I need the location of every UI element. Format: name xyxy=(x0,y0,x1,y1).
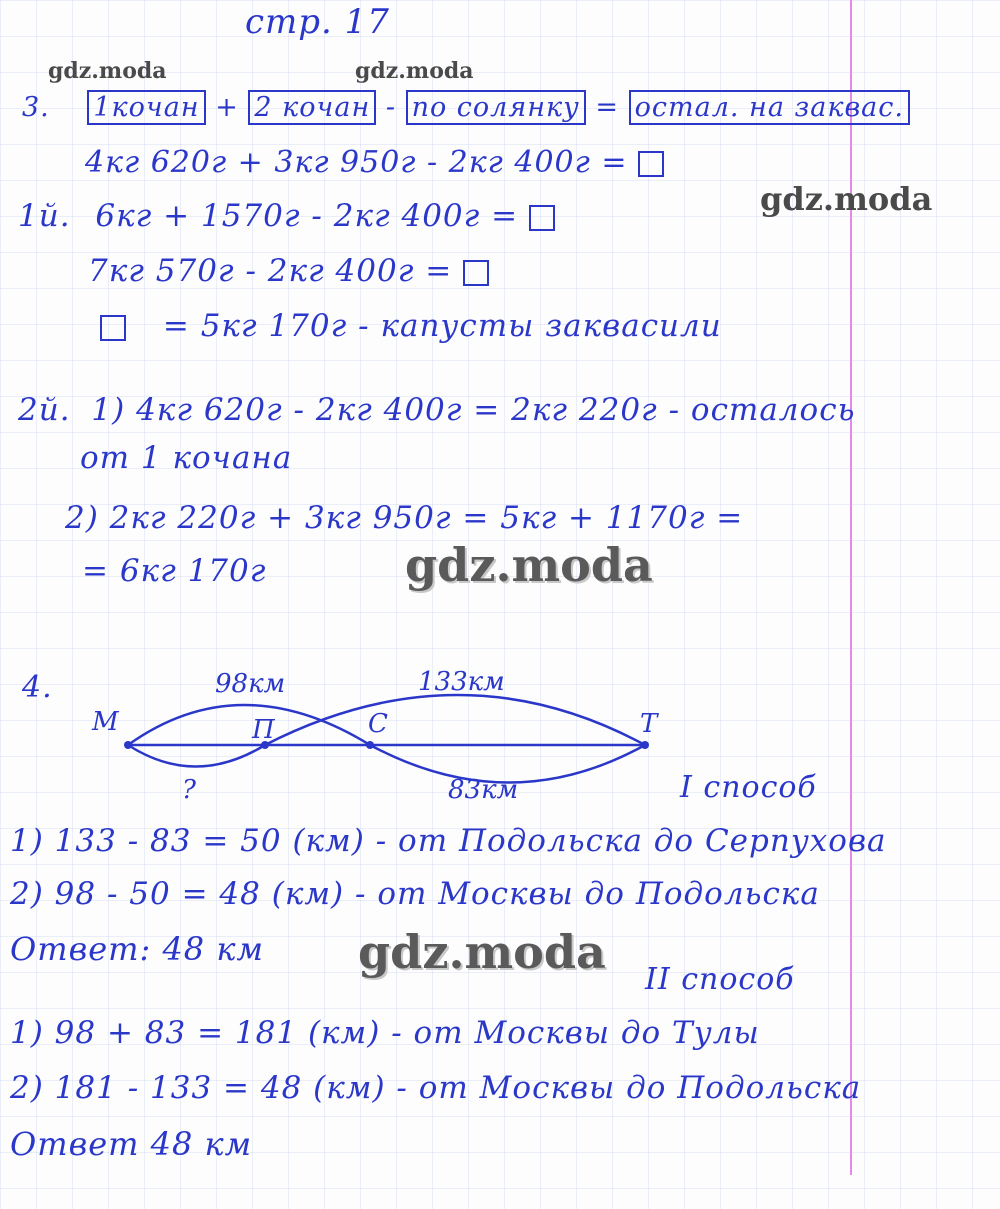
way-label: 2й. xyxy=(18,392,71,428)
way2-line3: 2) 2кг 220г + 3кг 950г = 5кг + 1170г = xyxy=(65,500,744,536)
watermark: gdz.moda xyxy=(48,58,167,84)
task3-expression xyxy=(85,145,664,180)
solution-text: 1) 4кг 620г - 2кг 400г = 2кг 220г - осталось xyxy=(91,392,856,428)
equation-text: 6кг + 1570г - 2кг 400г = xyxy=(95,198,519,234)
solution-line: 2) 181 - 133 = 48 (км) - от Москвы до Подольска xyxy=(10,1070,862,1106)
point-s-dot xyxy=(366,741,374,749)
way1-line2 xyxy=(88,253,489,289)
equation-text: 7кг 570г - 2кг 400г = xyxy=(88,253,453,289)
way2-title: II способ xyxy=(645,962,795,997)
answer-box-icon xyxy=(529,205,555,231)
task-number: 3. xyxy=(22,92,50,123)
answer-box-icon xyxy=(638,151,664,177)
way1-line1 xyxy=(18,198,555,234)
way2-line4: = 6кг 170г xyxy=(82,553,267,589)
equation-text: = 5кг 170г - капусты заквасили xyxy=(162,308,722,344)
point-p-label: П xyxy=(252,715,275,745)
watermark: gdz.moda xyxy=(355,58,474,84)
point-m-dot xyxy=(124,741,132,749)
equals-sign: = xyxy=(595,92,620,123)
route-diagram xyxy=(92,667,720,810)
label-98: 98км xyxy=(215,669,286,699)
label-83: 83км xyxy=(448,775,519,805)
scheme-box: по солянку xyxy=(406,90,586,125)
scheme-box: 2 кочан xyxy=(248,90,376,125)
arc-133-top xyxy=(265,695,645,745)
arc-q-bottom xyxy=(128,745,265,767)
solution-line: 1) 98 + 83 = 181 (км) - от Москвы до Тулы xyxy=(10,1015,760,1051)
plus-sign: + xyxy=(215,92,239,123)
way2-line1 xyxy=(18,392,855,428)
answer-text: Ответ 48 км xyxy=(10,1125,253,1163)
label-question: ? xyxy=(182,775,196,805)
way1-title: I способ xyxy=(680,770,817,805)
point-m-label: М xyxy=(92,707,119,737)
way2-line2: от 1 кочана xyxy=(80,440,293,476)
page-label: стр. 17 xyxy=(245,2,390,42)
task-number: 4. xyxy=(22,670,53,705)
arc-98-top xyxy=(128,705,370,745)
label-133: 133км xyxy=(418,667,505,697)
point-s-label: С xyxy=(368,709,388,739)
scheme-box: остал. на заквас. xyxy=(629,90,910,125)
watermark: gdz.moda xyxy=(760,180,933,218)
watermark: gdz.moda xyxy=(358,925,606,979)
expression-text: 4кг 620г + 3кг 950г - 2кг 400г = xyxy=(85,145,628,180)
answer-box-icon xyxy=(463,260,489,286)
task3-scheme xyxy=(22,90,910,125)
minus-sign: - xyxy=(385,92,396,123)
answer-text: Ответ: 48 км xyxy=(10,930,264,968)
way-label: 1й. xyxy=(18,198,71,234)
watermark: gdz.moda xyxy=(405,538,653,592)
point-t-label: Т xyxy=(640,709,658,739)
scheme-box: 1кочан xyxy=(87,90,205,125)
answer-box-icon xyxy=(100,315,126,341)
margin-line xyxy=(850,0,852,1175)
way1-line3 xyxy=(100,308,722,344)
point-t-dot xyxy=(641,741,649,749)
solution-line: 1) 133 - 83 = 50 (км) - от Подольска до Серпухова xyxy=(10,823,887,859)
solution-line: 2) 98 - 50 = 48 (км) - от Москвы до Подольска xyxy=(10,876,820,912)
